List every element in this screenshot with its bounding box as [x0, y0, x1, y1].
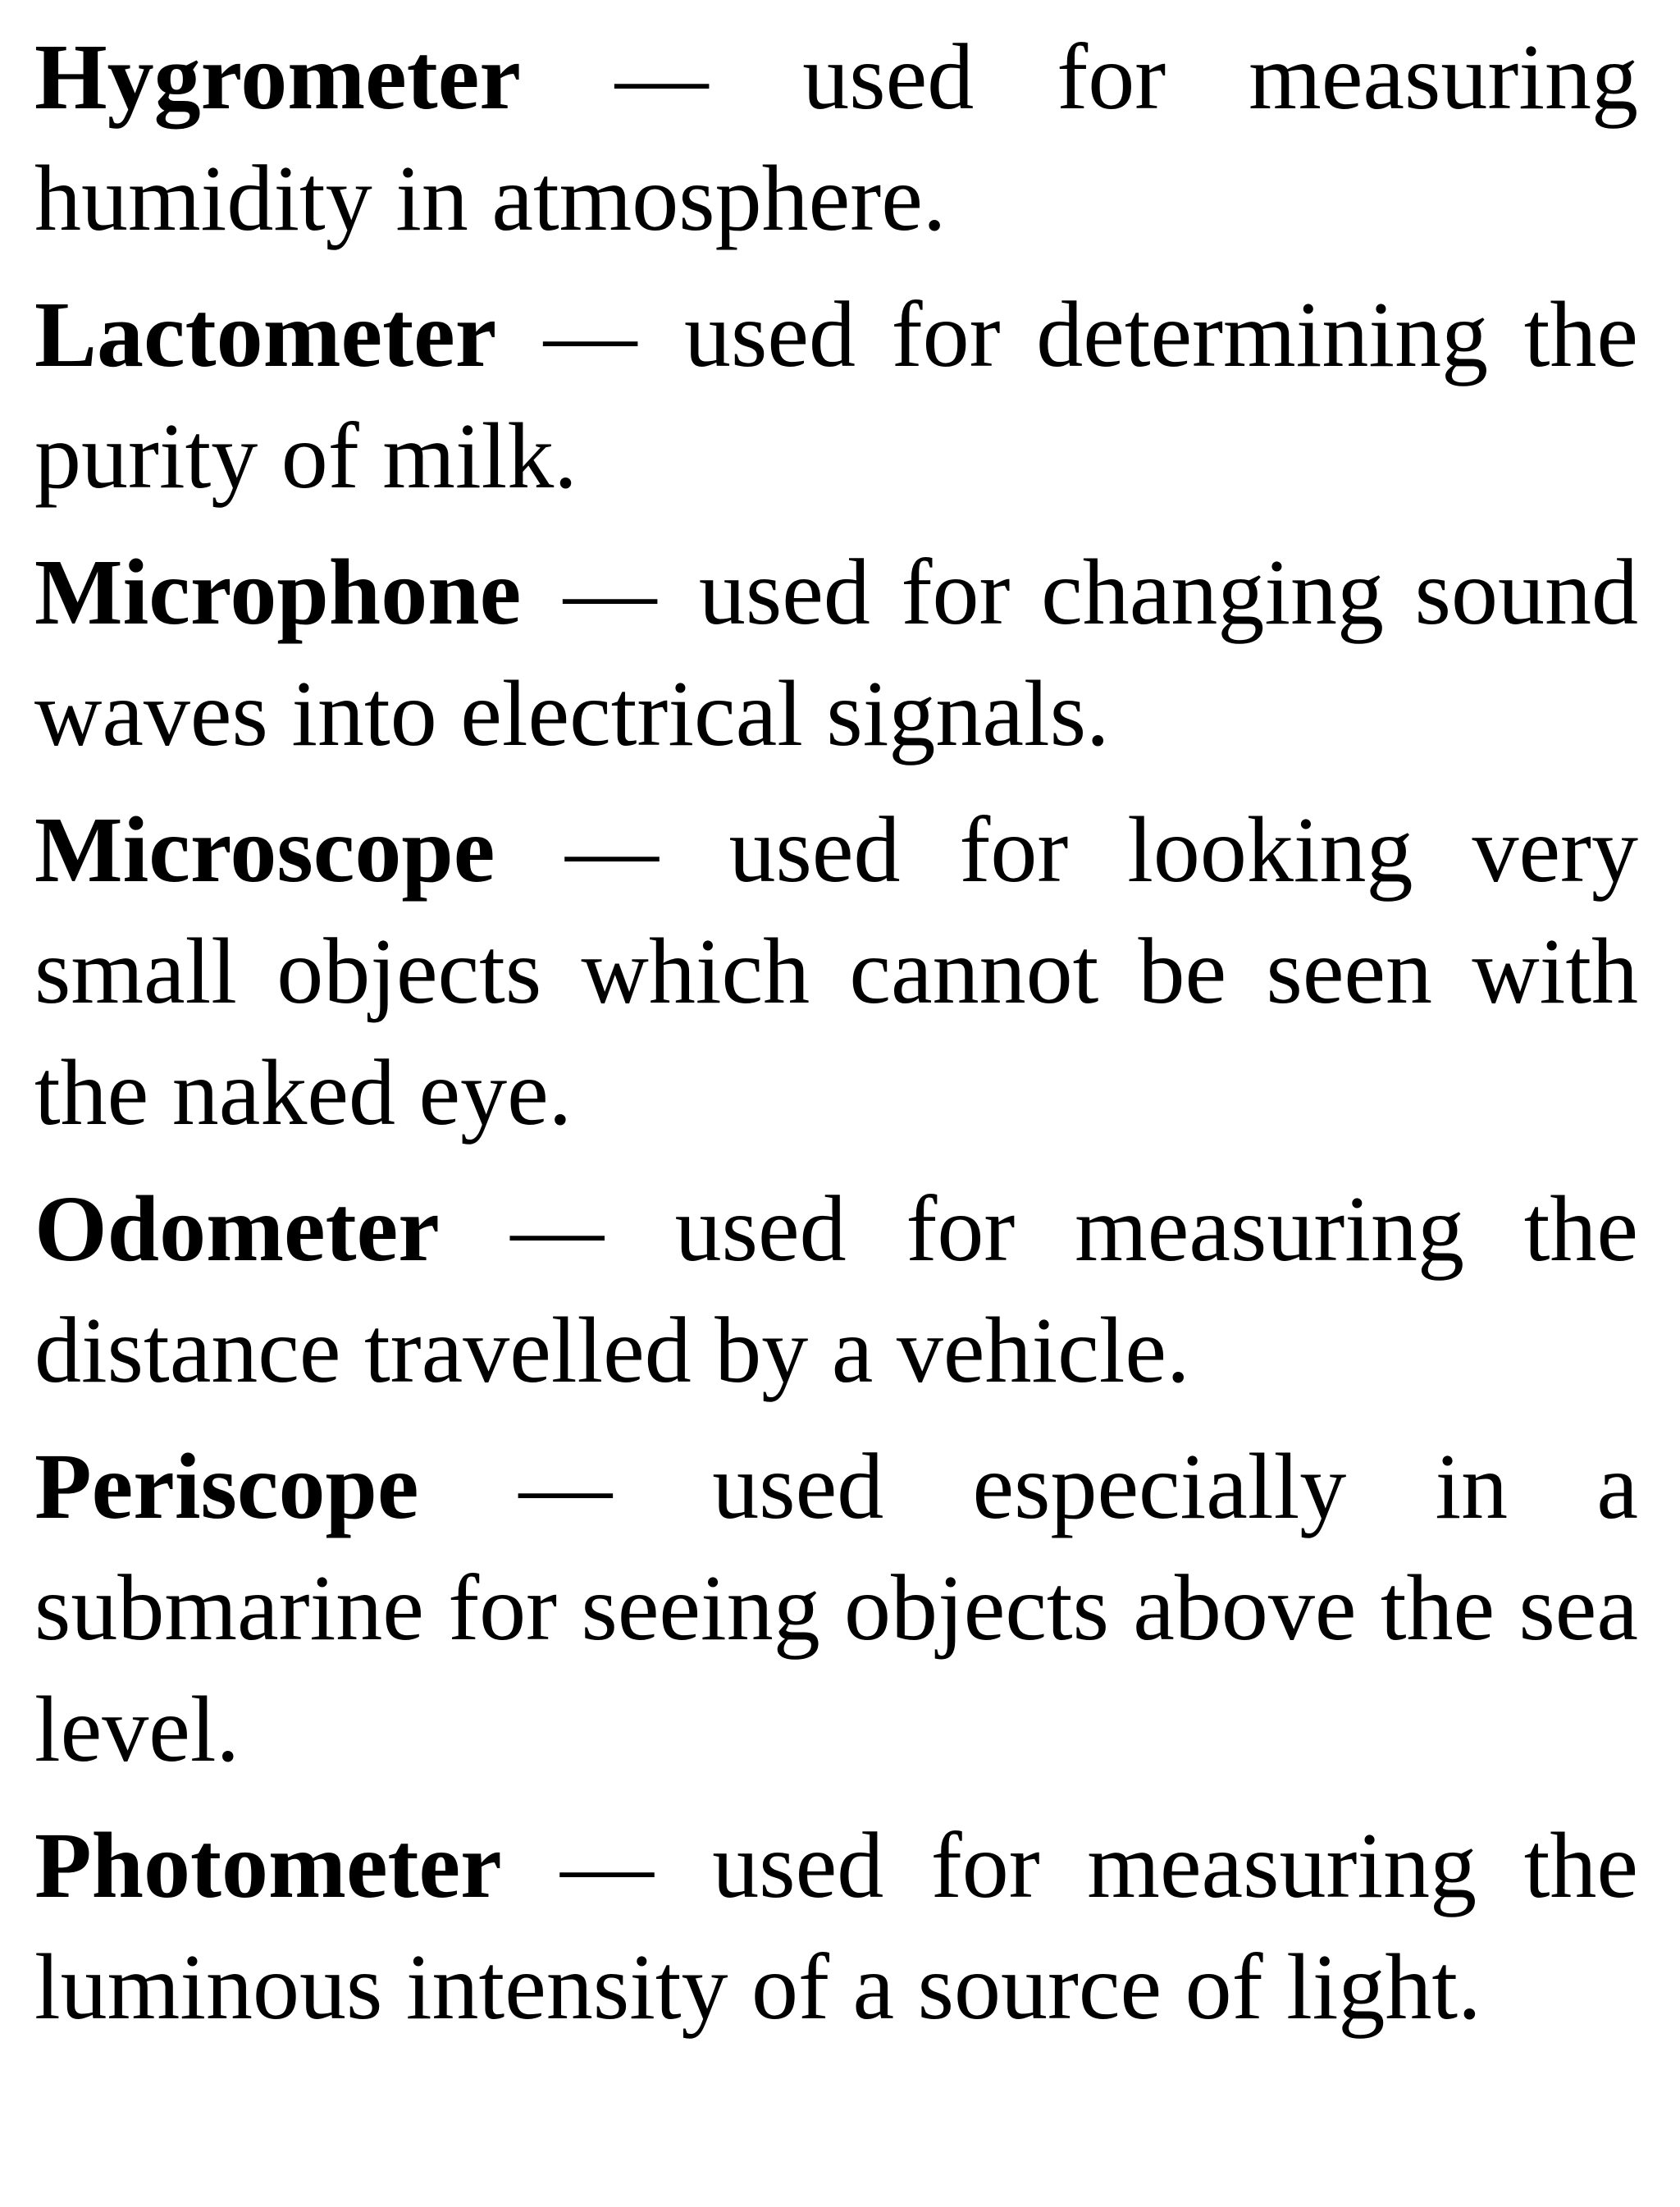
entry-microphone [34, 532, 1638, 775]
entry-term: Hygrometer [34, 25, 521, 129]
entry-periscope [34, 1426, 1638, 1790]
entry-definition: used for measuring the distance travelled by a vehicle. [34, 1177, 1638, 1402]
entry-lactometer [34, 274, 1638, 517]
entry-term: Lactometer [34, 282, 497, 386]
entry-dash: — [559, 1813, 654, 1917]
entry-definition: used for measuring the luminous intensity of a source of light. [34, 1813, 1638, 2039]
entry-definition: used for looking very small objects which cannot be seen with the naked eye. [34, 797, 1639, 1145]
entry-term: Periscope [34, 1434, 419, 1538]
entry-dash: — [518, 1434, 613, 1538]
entry-definition: used for measuring humidity in atmosphere. [34, 25, 1639, 250]
entry-term: Microphone [34, 540, 522, 644]
entry-dash: — [614, 25, 709, 129]
entry-term: Photometer [34, 1813, 502, 1917]
entry-definition: used for changing sound waves into electrical signals. [34, 540, 1639, 765]
entry-definition: used especially in a submarine for seeing objects above the sea level. [34, 1434, 1638, 1781]
entry-dash: — [510, 1177, 605, 1281]
entry-definition: used for determining the purity of milk. [34, 282, 1639, 508]
entry-term: Microscope [34, 797, 495, 902]
entry-microscope [34, 789, 1638, 1154]
entry-dash: — [563, 540, 657, 644]
instrument-glossary [34, 16, 1638, 2063]
entry-hygrometer [34, 16, 1638, 259]
entry-photometer [34, 1805, 1638, 2048]
entry-term: Odometer [34, 1177, 440, 1281]
entry-dash: — [564, 797, 659, 902]
entry-dash: — [543, 282, 637, 386]
entry-odometer [34, 1168, 1638, 1411]
